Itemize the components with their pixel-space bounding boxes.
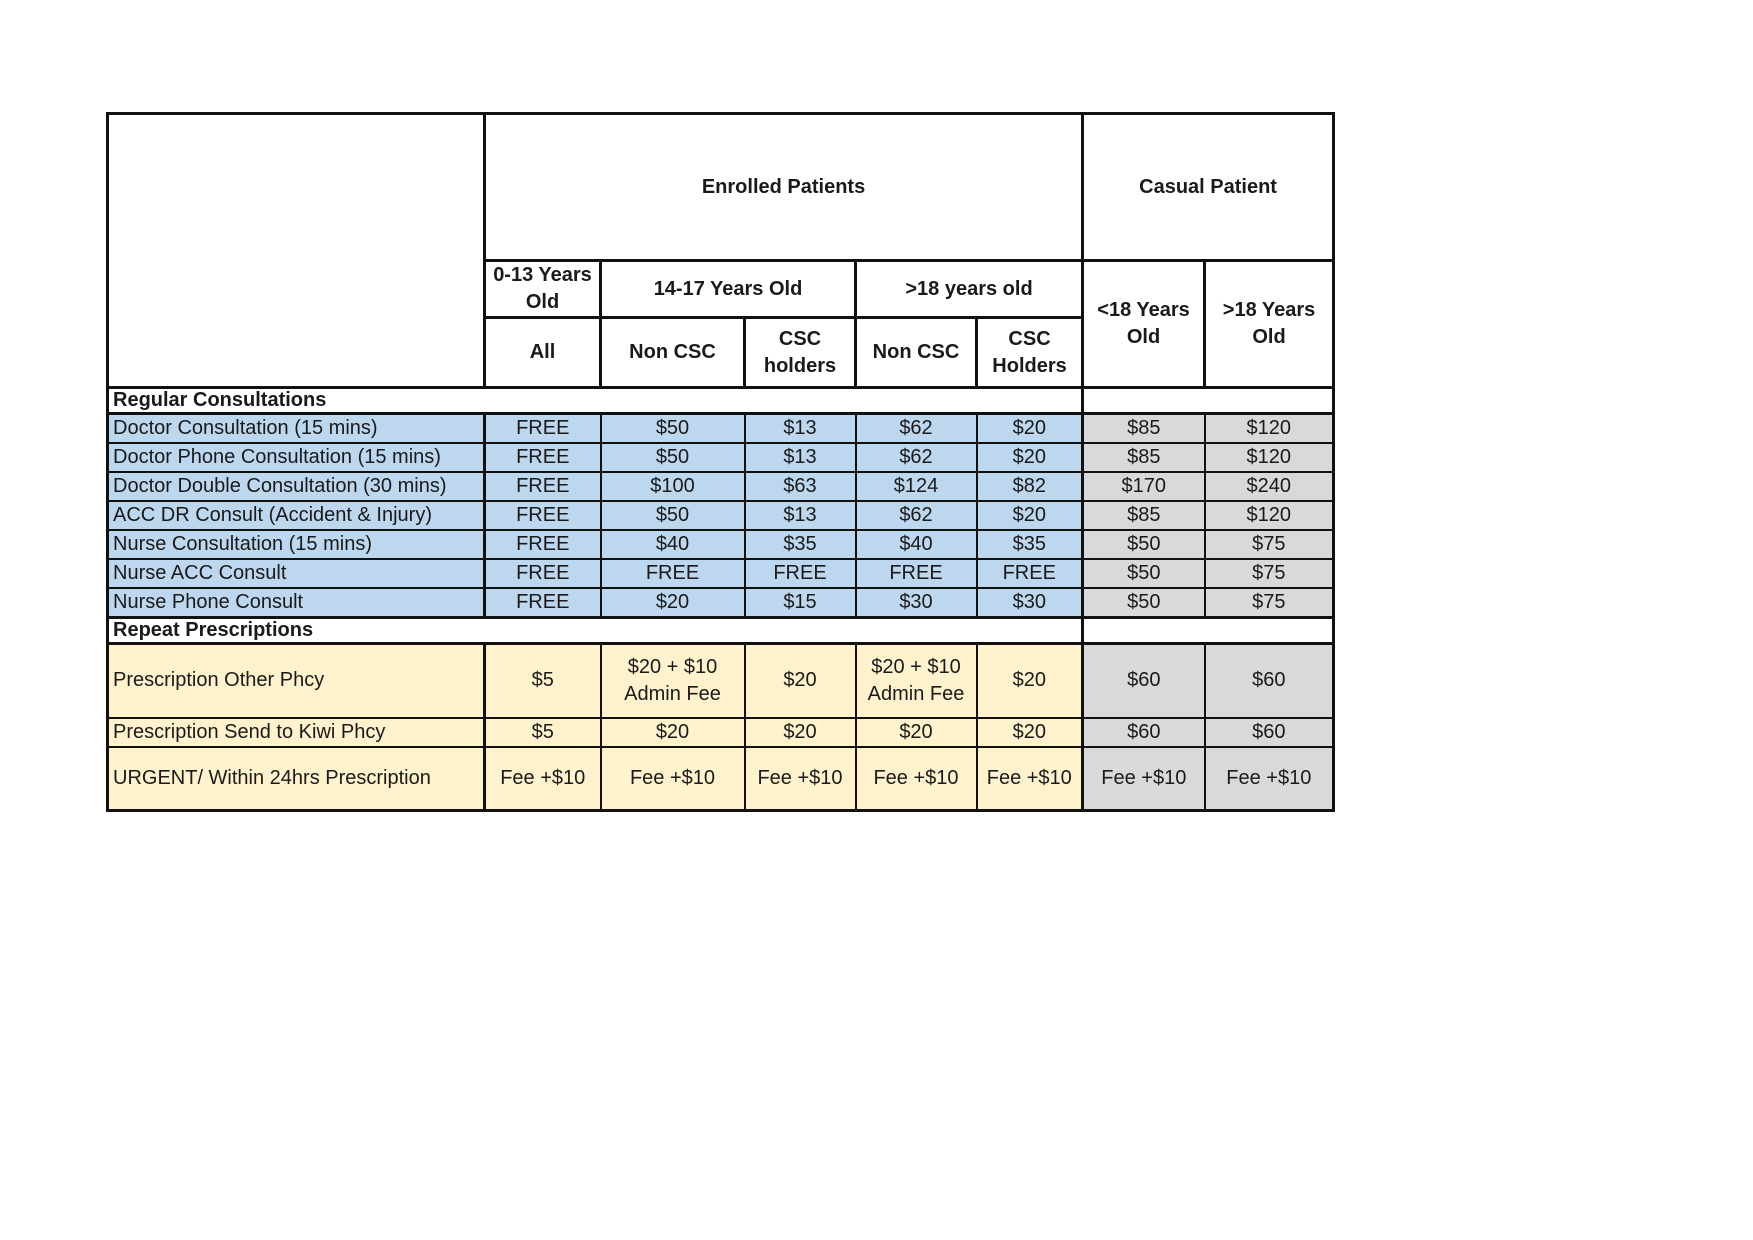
fee-cell: $120 [1205,501,1334,530]
row-label: Doctor Phone Consultation (15 mins) [108,443,485,472]
row-label: ACC DR Consult (Accident & Injury) [108,501,485,530]
table-row [108,472,1334,501]
fee-cell: $82 [977,472,1083,501]
row-label: Prescription Send to Kiwi Phcy [108,718,485,747]
fee-cell: FREE [485,443,601,472]
enrolled-patients-header: Enrolled Patients [485,114,1083,261]
fee-cell: $5 [485,644,601,718]
fee-cell: $60 [1083,644,1205,718]
fee-cell: FREE [485,588,601,618]
fee-cell: $60 [1083,718,1205,747]
header-corner [108,114,485,388]
fee-cell: $120 [1205,414,1334,444]
fee-cell: $75 [1205,530,1334,559]
fee-cell: $50 [601,443,745,472]
row-label: Doctor Consultation (15 mins) [108,414,485,444]
age-0-13-header: 0-13 Years Old [485,261,601,318]
repeat-prescriptions-section [108,618,1334,644]
fee-schedule-table [106,112,1335,812]
casual-over-18-header: >18 Years Old [1205,261,1334,388]
casual-patient-header: Casual Patient [1083,114,1334,261]
table-row [108,718,1334,747]
age-14-17-header: 14-17 Years Old [601,261,856,318]
fee-cell: $20 + $10 Admin Fee [856,644,977,718]
casual-under-18-header: <18 Years Old [1083,261,1205,388]
fee-cell: $85 [1083,501,1205,530]
fee-cell: $120 [1205,443,1334,472]
fee-cell: $13 [745,414,856,444]
non-csc-14-17-header: Non CSC [601,318,745,388]
fee-cell: FREE [745,559,856,588]
row-label: Nurse ACC Consult [108,559,485,588]
fee-cell: $35 [977,530,1083,559]
fee-cell: $20 + $10 Admin Fee [601,644,745,718]
fee-cell: Fee +$10 [1083,747,1205,811]
fee-cell: $100 [601,472,745,501]
table-row [108,530,1334,559]
regular-consultations-rows [108,414,1334,618]
row-label: Nurse Consultation (15 mins) [108,530,485,559]
fee-cell: $62 [856,414,977,444]
table-row [108,443,1334,472]
fee-cell: $30 [856,588,977,618]
fee-cell: $50 [1083,530,1205,559]
age-over-18-enrolled-header: >18 years old [856,261,1083,318]
fee-cell: $170 [1083,472,1205,501]
fee-cell: $20 [601,718,745,747]
row-label: Doctor Double Consultation (30 mins) [108,472,485,501]
all-header: All [485,318,601,388]
fee-cell: $20 [745,718,856,747]
fee-cell: $50 [601,501,745,530]
table-row [108,747,1334,811]
row-label: Nurse Phone Consult [108,588,485,618]
fee-cell: Fee +$10 [485,747,601,811]
fee-cell: $15 [745,588,856,618]
fee-cell: FREE [485,501,601,530]
fee-cell: $20 [977,414,1083,444]
fee-cell: $20 [977,718,1083,747]
csc-holders-14-17-header: CSC holders [745,318,856,388]
section-casual-spacer [1083,388,1334,414]
fee-cell: $124 [856,472,977,501]
fee-cell: $13 [745,501,856,530]
fee-cell: $20 [601,588,745,618]
fee-cell: Fee +$10 [1205,747,1334,811]
fee-cell: FREE [601,559,745,588]
fee-cell: Fee +$10 [856,747,977,811]
fee-cell: FREE [485,414,601,444]
fee-cell: $20 [977,443,1083,472]
fee-cell: $50 [601,414,745,444]
fee-cell: $75 [1205,588,1334,618]
fee-cell: $5 [485,718,601,747]
row-label: URGENT/ Within 24hrs Prescription [108,747,485,811]
table-header [108,114,1334,388]
fee-cell: $60 [1205,718,1334,747]
csc-holders-over-18-header: CSC Holders [977,318,1083,388]
fee-cell: $20 [745,644,856,718]
fee-cell: $60 [1205,644,1334,718]
fee-cell: Fee +$10 [977,747,1083,811]
fee-cell: $50 [1083,559,1205,588]
row-label: Prescription Other Phcy [108,644,485,718]
fee-cell: $30 [977,588,1083,618]
fee-cell: $85 [1083,414,1205,444]
fee-cell: $40 [601,530,745,559]
repeat-prescriptions-rows [108,644,1334,811]
fee-cell: FREE [485,530,601,559]
table-row [108,501,1334,530]
fee-cell: $62 [856,443,977,472]
fee-cell: Fee +$10 [601,747,745,811]
fee-cell: $20 [856,718,977,747]
non-csc-over-18-header: Non CSC [856,318,977,388]
fee-cell: FREE [856,559,977,588]
fee-cell: $85 [1083,443,1205,472]
table-row [108,644,1334,718]
section-title-repeat: Repeat Prescriptions [108,618,1083,644]
fee-cell: $240 [1205,472,1334,501]
section-row [108,388,1334,414]
fee-cell: FREE [977,559,1083,588]
table-row [108,559,1334,588]
regular-consultations-section [108,388,1334,414]
table-row [108,588,1334,618]
fee-cell: $75 [1205,559,1334,588]
fee-cell: $13 [745,443,856,472]
fee-cell: $20 [977,501,1083,530]
section-title-regular: Regular Consultations [108,388,1083,414]
fee-cell: FREE [485,472,601,501]
fee-cell: $20 [977,644,1083,718]
fee-cell: $63 [745,472,856,501]
section-casual-spacer [1083,618,1334,644]
fee-cell: $50 [1083,588,1205,618]
fee-cell: $62 [856,501,977,530]
table-row [108,414,1334,444]
section-row [108,618,1334,644]
fee-cell: FREE [485,559,601,588]
fee-cell: Fee +$10 [745,747,856,811]
fee-cell: $35 [745,530,856,559]
fee-cell: $40 [856,530,977,559]
